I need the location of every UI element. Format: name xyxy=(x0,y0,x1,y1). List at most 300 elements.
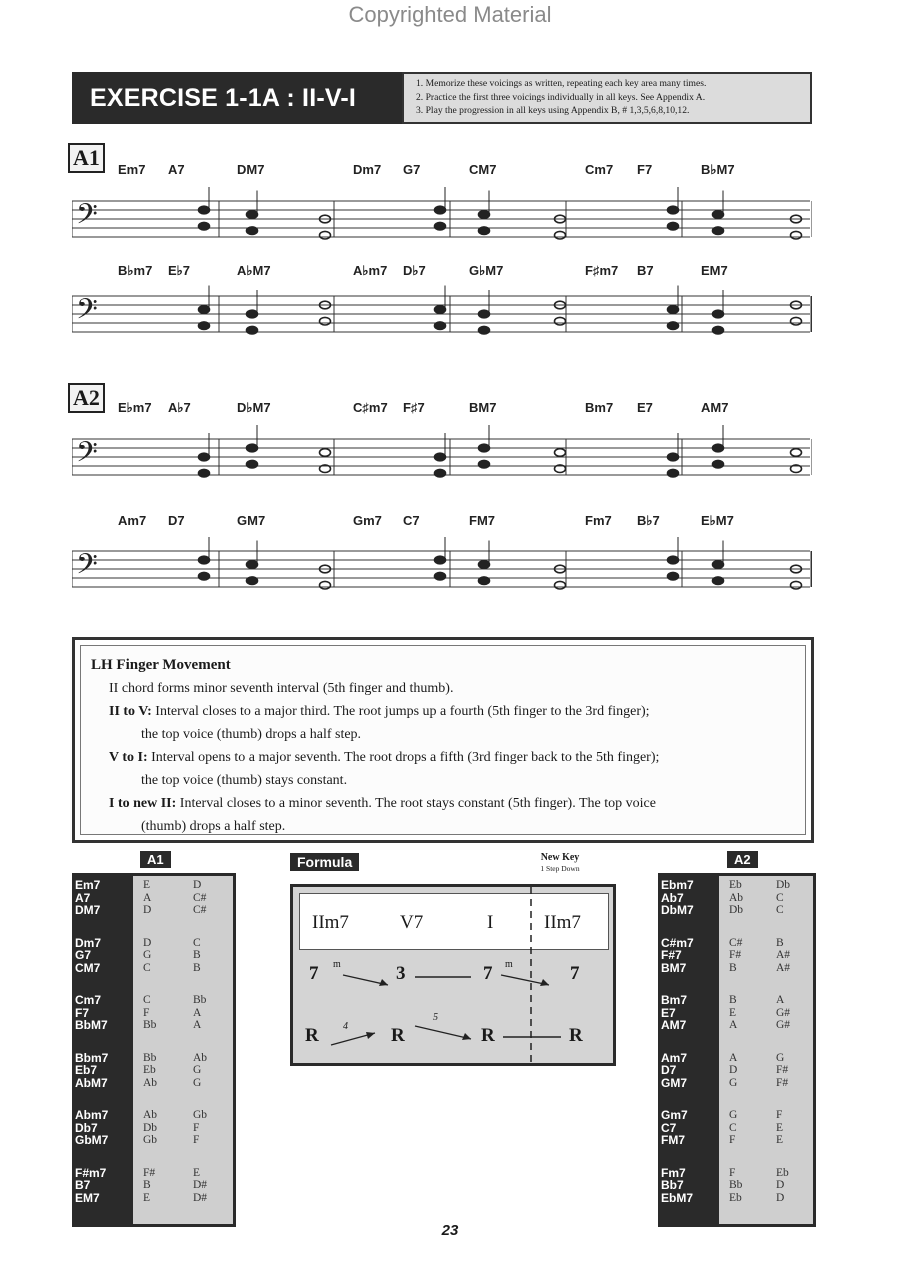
table-note: C xyxy=(143,994,151,1006)
table-note: A xyxy=(143,891,152,904)
table-group xyxy=(729,1106,766,1164)
table-note: F xyxy=(193,1134,200,1146)
chord-symbol: B7 xyxy=(637,263,654,278)
note-head xyxy=(791,581,802,589)
table-note: E xyxy=(143,1191,151,1204)
formula-box xyxy=(290,884,616,1066)
chord-symbol: C7 xyxy=(403,513,420,528)
lh-finger-movement-box xyxy=(72,637,814,843)
table-note: Eb xyxy=(776,1166,789,1179)
table-chord-name: GbM7 xyxy=(75,1133,109,1147)
table-group xyxy=(193,934,233,992)
table-note: Ab xyxy=(729,891,744,904)
table-group xyxy=(143,991,183,1049)
table-chord-name: AM7 xyxy=(661,1018,687,1032)
table-note: G# xyxy=(776,1019,791,1031)
staff-a2-row1 xyxy=(72,425,812,495)
note-head xyxy=(199,206,210,214)
note-head xyxy=(713,211,724,219)
table-chord-name: Gm7 xyxy=(661,1108,688,1122)
note-head xyxy=(791,317,802,325)
chord-symbol: A♭m7 xyxy=(353,263,388,278)
chord-symbol: Gm7 xyxy=(353,513,382,528)
instruction-line: 1. Memorize these voicings as written, repeating each key area many times. xyxy=(416,78,707,89)
table-chord-name: E7 xyxy=(661,1005,676,1020)
note-head xyxy=(247,577,258,585)
table-note: Eb xyxy=(143,1064,156,1076)
arrow-label: 5 xyxy=(433,1012,438,1023)
note-head xyxy=(247,326,258,334)
chord-symbol: Fm7 xyxy=(585,513,612,528)
table-chord-name: Abm7 xyxy=(75,1108,109,1122)
table-note: Ab xyxy=(143,1109,158,1121)
table-group xyxy=(193,1106,233,1164)
lh-line-text: Interval closes to a minor seventh. The root stays constant (5th finger). The top voice xyxy=(176,796,656,811)
table-note: E xyxy=(143,879,151,891)
table-chord-name: DM7 xyxy=(75,903,101,917)
note-head xyxy=(435,469,446,477)
table-group xyxy=(776,1164,813,1222)
section-label-a1: A1 xyxy=(68,143,105,173)
note-head xyxy=(713,310,724,318)
table-group xyxy=(776,991,813,1049)
table-chord-name: Eb7 xyxy=(75,1063,98,1077)
table-chord-name: CM7 xyxy=(75,960,101,975)
chord-symbol: BM7 xyxy=(469,400,497,415)
table-chord-name: GM7 xyxy=(661,1075,688,1090)
arrow-r-down-fifth xyxy=(415,1026,471,1039)
note-head xyxy=(435,206,446,214)
chord-symbol: F♯m7 xyxy=(585,263,619,278)
table-chord-name: D7 xyxy=(661,1063,677,1077)
instructions-box xyxy=(402,72,812,124)
chord-symbol: F7 xyxy=(637,162,653,177)
table-note: E xyxy=(729,1006,737,1019)
table-group xyxy=(75,1106,133,1164)
table-group xyxy=(75,876,133,934)
note-head xyxy=(555,581,566,589)
chord-symbol: E♭M7 xyxy=(701,513,734,528)
formula-top-value: 7 xyxy=(309,963,319,984)
table-note: G xyxy=(193,1064,202,1076)
table-note: B xyxy=(193,961,201,974)
note-head xyxy=(479,577,490,585)
table-note: Ab xyxy=(143,1076,158,1089)
table-note: Bb xyxy=(143,1051,157,1064)
note-head xyxy=(713,326,724,334)
chord-symbol: D♭7 xyxy=(403,263,426,278)
music-staff xyxy=(72,282,812,352)
section-label-a2: A2 xyxy=(68,383,105,413)
table-note: G xyxy=(729,1076,738,1089)
table-note: D xyxy=(143,904,152,916)
exercise-title: EXERCISE 1-1A : II-V-I xyxy=(72,72,402,124)
note-head xyxy=(247,310,258,318)
chord-symbol: Em7 xyxy=(118,162,146,177)
table-note: Gb xyxy=(193,1109,208,1121)
lh-line-label: I to new II: xyxy=(109,796,177,811)
note-head xyxy=(247,561,258,569)
instruction-line: 3. Play the progression in all keys using Appendix B, # 1,3,5,6,8,10,12. xyxy=(416,105,690,116)
new-key-note xyxy=(520,852,600,874)
table-note: B xyxy=(776,936,784,949)
lh-line-text: II chord forms minor seventh interval (5th finger and thumb). xyxy=(109,681,454,696)
table-group xyxy=(75,934,133,992)
table-chord-name: Ebm7 xyxy=(661,878,694,892)
formula-root: R xyxy=(481,1025,495,1046)
table-chord-name: Dm7 xyxy=(75,935,102,950)
table-chord-name: AbM7 xyxy=(75,1075,108,1090)
note-head xyxy=(320,581,331,589)
note-head xyxy=(713,227,724,235)
table-a1 xyxy=(72,873,236,1227)
note-head xyxy=(479,561,490,569)
table-note: E xyxy=(776,1121,784,1134)
table-group xyxy=(776,934,813,992)
note-head xyxy=(555,317,566,325)
table-note: C xyxy=(193,936,201,949)
table-chord-name: BM7 xyxy=(661,960,687,975)
table-note: D xyxy=(143,936,152,949)
seventh-column xyxy=(183,876,233,1224)
table-a2-label: A2 xyxy=(727,851,758,868)
table-note: F# xyxy=(143,1166,156,1179)
table-note: E xyxy=(193,1166,201,1179)
chord-symbol: C♯m7 xyxy=(353,400,388,415)
note-head xyxy=(555,449,566,457)
note-head xyxy=(668,322,679,330)
table-chord-name: BbM7 xyxy=(75,1018,108,1032)
table-chord-name: C7 xyxy=(661,1120,677,1135)
table-note: A# xyxy=(776,961,791,974)
note-head xyxy=(791,231,802,239)
table-note: A# xyxy=(776,949,791,961)
instruction-line: 2. Practice the first three voicings individually in all keys. See Appendix A. xyxy=(416,91,706,103)
table-note: G xyxy=(193,1076,202,1089)
lh-line xyxy=(91,746,795,769)
table-note: F xyxy=(729,1134,736,1146)
table-note: F xyxy=(193,1121,200,1134)
bass-clef-icon: 𝄢 xyxy=(76,292,98,333)
bass-clef-icon: 𝄢 xyxy=(76,197,98,238)
bass-clef-icon: 𝄢 xyxy=(76,547,98,588)
table-note: Db xyxy=(729,904,744,916)
formula-chord: V7 xyxy=(400,912,424,933)
lh-line-label: V to I: xyxy=(109,750,148,765)
table-group xyxy=(143,876,183,934)
arrow-label: 4 xyxy=(343,1021,348,1032)
chord-symbol: CM7 xyxy=(469,162,497,177)
note-head xyxy=(479,326,490,334)
formula-root: R xyxy=(305,1025,319,1046)
note-head xyxy=(713,460,724,468)
formula-top-value: 7 xyxy=(483,963,493,984)
lh-line-text: Interval opens to a major seventh. The root drops a fifth (3rd finger back to the 5th finger); xyxy=(147,750,660,765)
table-group xyxy=(729,1164,766,1222)
chord-symbol: AM7 xyxy=(701,400,729,415)
lh-line xyxy=(91,700,795,723)
chord-symbol: A♭7 xyxy=(168,400,191,415)
lh-line-text: Interval closes to a major third. The root jumps up a fourth (5th finger to the 3rd finger); xyxy=(151,704,650,719)
arrowhead xyxy=(462,1033,471,1040)
table-chord-name: DbM7 xyxy=(661,903,694,917)
note-head xyxy=(479,460,490,468)
note-head xyxy=(479,227,490,235)
table-note: Gb xyxy=(143,1134,158,1146)
table-note: D xyxy=(193,879,202,891)
table-group xyxy=(661,934,719,992)
note-head xyxy=(479,444,490,452)
chord-name-column xyxy=(661,876,719,1224)
chord-symbol: Am7 xyxy=(118,513,147,528)
table-note: C# xyxy=(729,936,743,949)
arrowhead xyxy=(366,1032,375,1039)
note-head xyxy=(320,449,331,457)
chord-symbol: DM7 xyxy=(237,162,265,177)
table-note: D# xyxy=(193,1191,208,1204)
chord-symbol: Bm7 xyxy=(585,400,614,415)
chord-symbol: A7 xyxy=(168,162,185,177)
table-note: Eb xyxy=(729,879,742,891)
table-note: Ab xyxy=(193,1051,208,1064)
formula-diagram xyxy=(293,887,613,1063)
table-group xyxy=(776,1049,813,1107)
table-note: Bb xyxy=(193,994,207,1006)
note-head xyxy=(713,561,724,569)
chord-symbol: D7 xyxy=(168,513,185,528)
chord-symbol: B♭m7 xyxy=(118,263,153,278)
arrow-label: m xyxy=(505,959,513,970)
page-number: 23 xyxy=(441,1222,459,1239)
note-head xyxy=(199,572,210,580)
table-chord-name: G7 xyxy=(75,948,92,962)
table-group xyxy=(729,934,766,992)
chord-symbol: EM7 xyxy=(701,263,728,278)
chord-symbol: E♭m7 xyxy=(118,400,152,415)
note-head xyxy=(199,322,210,330)
table-group xyxy=(661,876,719,934)
table-chord-name: Fm7 xyxy=(661,1165,686,1180)
table-chord-name: Am7 xyxy=(661,1050,688,1065)
table-chord-name: EM7 xyxy=(75,1190,100,1205)
lh-heading: LH Finger Movement xyxy=(91,657,231,673)
table-chord-name: F#7 xyxy=(661,948,682,962)
table-note: A xyxy=(776,994,785,1006)
staff-a1-row1 xyxy=(72,187,812,257)
lh-line xyxy=(91,677,795,700)
chord-symbol: Cm7 xyxy=(585,162,614,177)
music-staff xyxy=(72,537,812,607)
table-group xyxy=(661,1049,719,1107)
note-head xyxy=(247,211,258,219)
table-group xyxy=(193,876,233,934)
new-key-title: New Key xyxy=(540,852,580,863)
note-head xyxy=(247,227,258,235)
note-head xyxy=(199,306,210,314)
table-chord-name: Bm7 xyxy=(661,993,688,1007)
table-note: C xyxy=(776,891,784,904)
table-note: D xyxy=(729,1064,738,1076)
table-note: A xyxy=(193,1019,202,1031)
table-group xyxy=(143,1106,183,1164)
table-chord-name: F7 xyxy=(75,1005,90,1020)
note-head xyxy=(668,453,679,461)
table-group xyxy=(729,1049,766,1107)
chord-symbol: F♯7 xyxy=(403,400,425,415)
new-key-subtitle: 1 Step Down xyxy=(540,864,580,873)
table-group xyxy=(193,1049,233,1107)
chord-symbol: E♭7 xyxy=(168,263,191,278)
formula-chord: IIm7 xyxy=(544,912,581,933)
table-group xyxy=(75,991,133,1049)
note-head xyxy=(199,469,210,477)
root-column xyxy=(719,876,766,1224)
note-head xyxy=(479,211,490,219)
table-note: F xyxy=(776,1109,783,1121)
table-group xyxy=(143,1164,183,1222)
note-head xyxy=(435,222,446,230)
table-group xyxy=(193,991,233,1049)
table-note: F xyxy=(729,1166,736,1179)
staff-a1-row2 xyxy=(72,282,812,352)
table-group xyxy=(776,876,813,934)
note-head xyxy=(668,306,679,314)
table-chord-name: Em7 xyxy=(75,878,101,892)
chord-symbol: A♭M7 xyxy=(237,263,271,278)
note-head xyxy=(713,444,724,452)
table-chord-name: F#m7 xyxy=(75,1165,107,1180)
table-note: C xyxy=(143,961,151,974)
note-head xyxy=(555,231,566,239)
table-note: Eb xyxy=(729,1191,742,1204)
chord-symbol: GM7 xyxy=(237,513,266,528)
table-note: Db xyxy=(143,1121,158,1134)
chord-symbol: B♭M7 xyxy=(701,162,735,177)
note-head xyxy=(791,449,802,457)
formula-top-value: 7 xyxy=(570,963,580,984)
table-chord-name: EbM7 xyxy=(661,1190,694,1205)
note-head xyxy=(435,322,446,330)
note-head xyxy=(199,453,210,461)
bass-clef-icon: 𝄢 xyxy=(76,435,98,476)
music-staff xyxy=(72,425,812,495)
table-note: Bb xyxy=(729,1179,743,1191)
note-head xyxy=(435,572,446,580)
note-head xyxy=(435,453,446,461)
formula-chord: I xyxy=(487,912,494,933)
music-staff xyxy=(72,187,812,257)
note-head xyxy=(668,206,679,214)
chord-symbol: Dm7 xyxy=(353,162,382,177)
note-head xyxy=(199,222,210,230)
table-note: A xyxy=(729,1051,738,1064)
seventh-column xyxy=(766,876,813,1224)
formula-chord: IIm7 xyxy=(312,912,349,933)
lh-line-continuation: the top voice (thumb) drops a half step. xyxy=(141,727,362,742)
lh-line xyxy=(91,792,795,815)
table-group xyxy=(75,1049,133,1107)
note-head xyxy=(713,577,724,585)
table-note: C# xyxy=(193,891,207,904)
table-note: D# xyxy=(193,1179,208,1191)
copyright-notice: Copyrighted Material xyxy=(348,2,552,27)
table-note: F# xyxy=(776,1064,789,1076)
table-note: B xyxy=(729,961,737,974)
table-chord-name: Ab7 xyxy=(661,890,684,905)
root-column xyxy=(133,876,183,1224)
table-group xyxy=(729,991,766,1049)
table-note: B xyxy=(729,994,737,1006)
table-group xyxy=(143,934,183,992)
table-chord-name: FM7 xyxy=(661,1133,685,1147)
table-note: G xyxy=(729,1109,738,1121)
formula-label: Formula xyxy=(290,853,359,871)
table-chord-name: Bbm7 xyxy=(75,1050,109,1065)
table-note: G# xyxy=(776,1006,791,1019)
table-group xyxy=(729,876,766,934)
table-note: C xyxy=(776,904,784,916)
chord-symbol: FM7 xyxy=(469,513,495,528)
lh-line-continuation: the top voice (thumb) stays constant. xyxy=(141,773,348,788)
note-head xyxy=(199,556,210,564)
formula-top-value: 3 xyxy=(396,963,406,984)
table-chord-name: A7 xyxy=(75,890,91,905)
table-a1-label: A1 xyxy=(140,851,171,868)
arrowhead xyxy=(379,979,388,986)
table-group xyxy=(661,991,719,1049)
table-note: G xyxy=(143,949,152,961)
table-note: F# xyxy=(776,1076,789,1089)
table-note: G xyxy=(776,1051,785,1064)
table-group xyxy=(143,1049,183,1107)
table-chord-name: Db7 xyxy=(75,1120,98,1135)
staff-a2-row2 xyxy=(72,537,812,607)
table-chord-name: B7 xyxy=(75,1178,91,1192)
note-head xyxy=(668,222,679,230)
note-head xyxy=(668,469,679,477)
table-chord-name: C#m7 xyxy=(661,935,694,950)
table-group xyxy=(193,1164,233,1222)
chord-symbol: G♭M7 xyxy=(469,263,504,278)
table-chord-name: Cm7 xyxy=(75,993,102,1007)
chord-name-column xyxy=(75,876,133,1224)
table-note: Bb xyxy=(143,1019,157,1031)
note-head xyxy=(435,556,446,564)
table-note: F# xyxy=(729,949,742,961)
note-head xyxy=(668,572,679,580)
table-note: A xyxy=(193,1006,202,1019)
table-group xyxy=(75,1164,133,1222)
arrow-label: m xyxy=(333,959,341,970)
note-head xyxy=(320,317,331,325)
formula-root: R xyxy=(569,1025,583,1046)
table-note: F xyxy=(143,1006,150,1019)
table-group xyxy=(661,1106,719,1164)
note-head xyxy=(247,460,258,468)
table-a2 xyxy=(658,873,816,1227)
table-group xyxy=(776,1106,813,1164)
table-note: D xyxy=(776,1179,785,1191)
chord-symbol: E7 xyxy=(637,400,653,415)
table-chord-name: Bb7 xyxy=(661,1178,684,1192)
table-group xyxy=(661,1164,719,1222)
note-head xyxy=(247,444,258,452)
arrowhead xyxy=(540,979,549,986)
note-head xyxy=(435,306,446,314)
formula-root: R xyxy=(391,1025,405,1046)
table-note: E xyxy=(776,1134,784,1146)
chord-symbol: D♭M7 xyxy=(237,400,271,415)
